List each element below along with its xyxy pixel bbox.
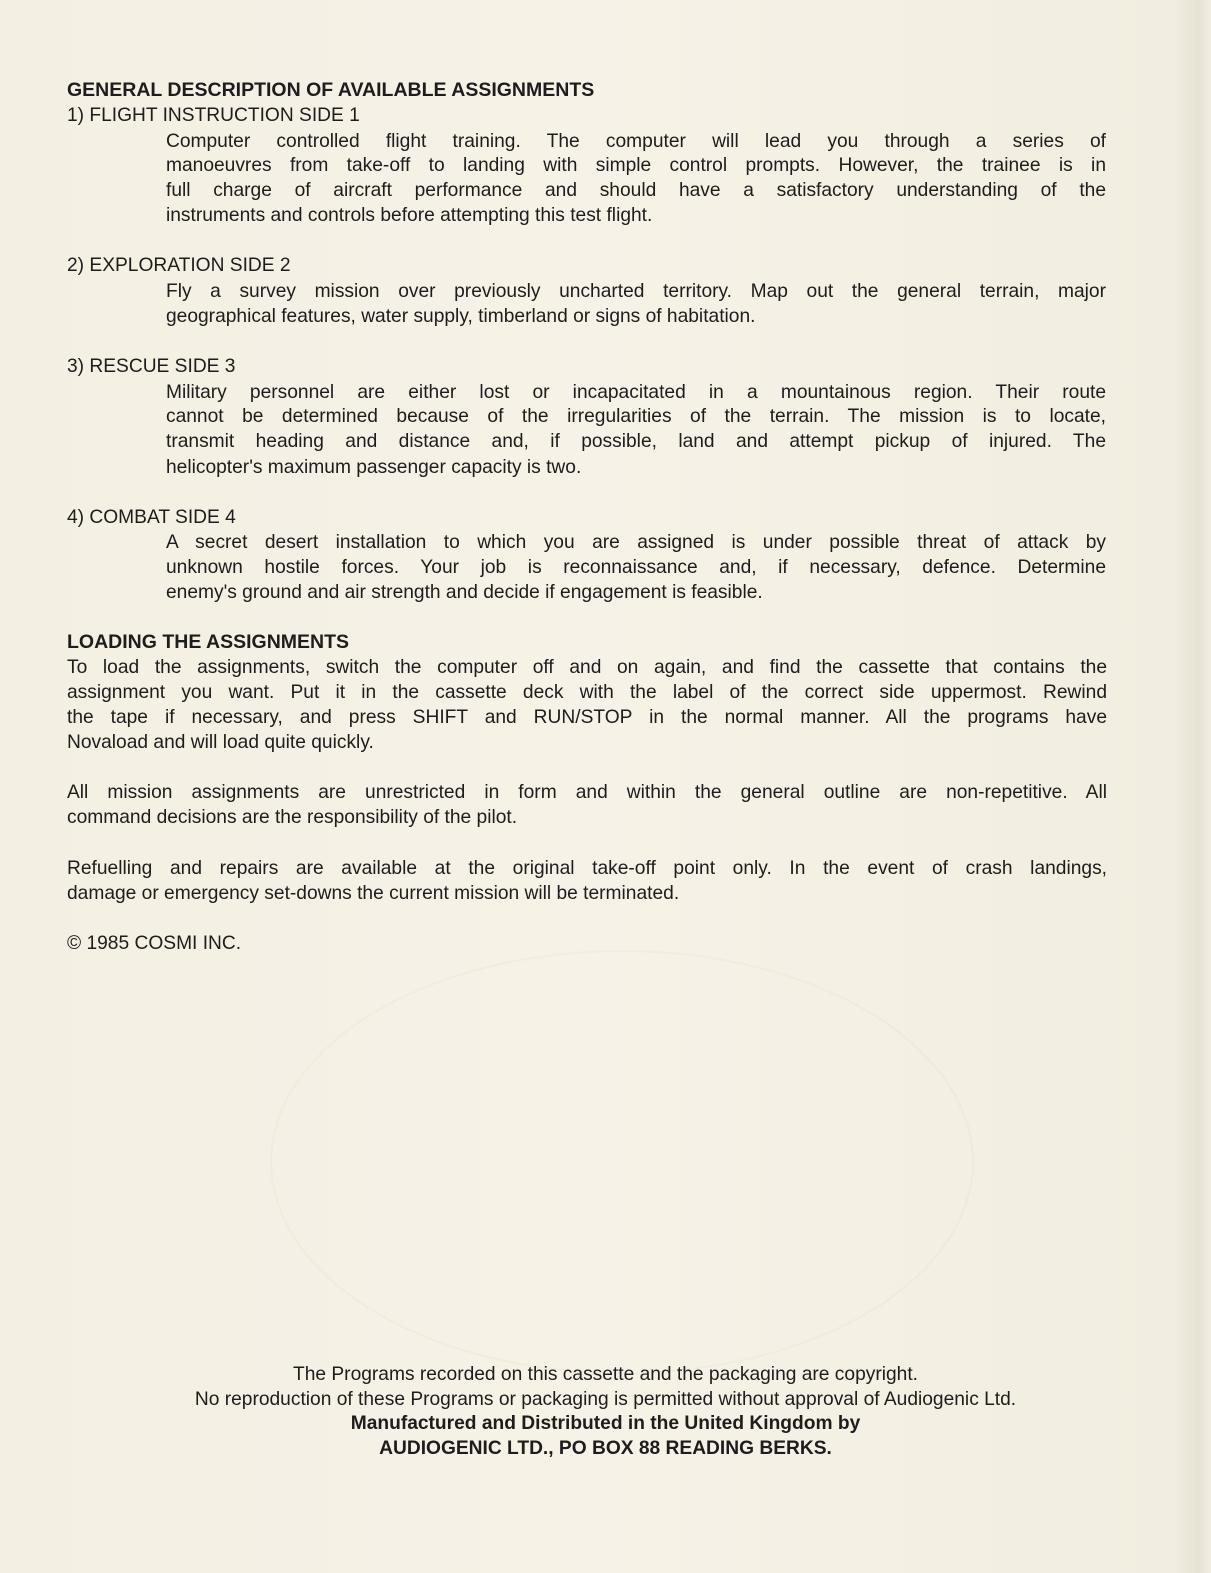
refuelling-paragraph-line: damage or emergency set-downs the current mission will be terminated. [67,883,680,904]
copyright-notice: © 1985 COSMI INC. [67,933,242,954]
assignment-title-1: 1) FLIGHT INSTRUCTION SIDE 1 [67,105,360,126]
footer-reproduction-line: No reproduction of these Programs or packaging is permitted without approval of Audiogenic Ltd. [194,1389,1017,1410]
footer-copyright-line: The Programs recorded on this cassette and the packaging are copyright. [292,1364,918,1385]
assignment-1-line: full charge of aircraft performance and should have a satisfactory understanding of the [166,180,1106,201]
assignment-1-line: Computer controlled flight training. The computer will lead you through a series of [166,131,1106,152]
assignment-title-2: 2) EXPLORATION SIDE 2 [67,255,291,276]
assignment-3-line: transmit heading and distance and, if possible, land and attempt pickup of injured. The [166,431,1106,452]
section-heading-general: GENERAL DESCRIPTION OF AVAILABLE ASSIGNMENTS [67,79,595,101]
assignment-2-line: geographical features, water supply, timberland or signs of habitation. [166,306,756,327]
loading-paragraph-line: the tape if necessary, and press SHIFT and RUN/STOP in the normal manner. All the programs have [67,707,1107,728]
assignment-2-line: Fly a survey mission over previously uncharted territory. Map out the general terrain, major [166,281,1106,302]
mission-paragraph-line: All mission assignments are unrestricted in form and within the general outline are non-repetitive. All [67,782,1107,803]
refuelling-paragraph-line: Refuelling and repairs are available at the original take-off point only. In the event of crash landings, [67,858,1107,879]
assignment-4-line: unknown hostile forces. Your job is reconnaissance and, if necessary, defence. Determine [166,557,1106,578]
assignment-title-3: 3) RESCUE SIDE 3 [67,356,236,377]
assignment-3-line: cannot be determined because of the irregularities of the terrain. The mission is to locate, [166,406,1106,427]
loading-paragraph-line: Novaload and will load quite quickly. [67,732,374,753]
loading-paragraph-line: To load the assignments, switch the computer off and on again, and find the cassette that contains the [67,657,1107,678]
assignment-3-line: Military personnel are either lost or incapacitated in a mountainous region. Their route [166,382,1106,403]
assignment-title-4: 4) COMBAT SIDE 4 [67,507,236,528]
loading-paragraph-line: assignment you want. Put it in the cassette deck with the label of the correct side uppermost. Rewind [67,682,1107,703]
assignment-1-line: instruments and controls before attempting this test flight. [166,205,653,226]
assignment-4-line: enemy's ground and air strength and decide if engagement is feasible. [166,582,763,603]
assignment-4-line: A secret desert installation to which you are assigned is under possible threat of attack by [166,532,1106,553]
assignment-3-line: helicopter's maximum passenger capacity is two. [166,457,582,478]
assignment-1-line: manoeuvres from take-off to landing with simple control prompts. However, the trainee is in [166,155,1106,176]
faded-watermark [270,950,974,1374]
footer-address-line: AUDIOGENIC LTD., PO BOX 88 READING BERKS. [379,1438,832,1459]
mission-paragraph-line: command decisions are the responsibility of the pilot. [67,807,518,828]
footer-manufacturer-line: Manufactured and Distributed in the United Kingdom by [350,1413,861,1434]
section-heading-loading: LOADING THE ASSIGNMENTS [67,631,350,653]
